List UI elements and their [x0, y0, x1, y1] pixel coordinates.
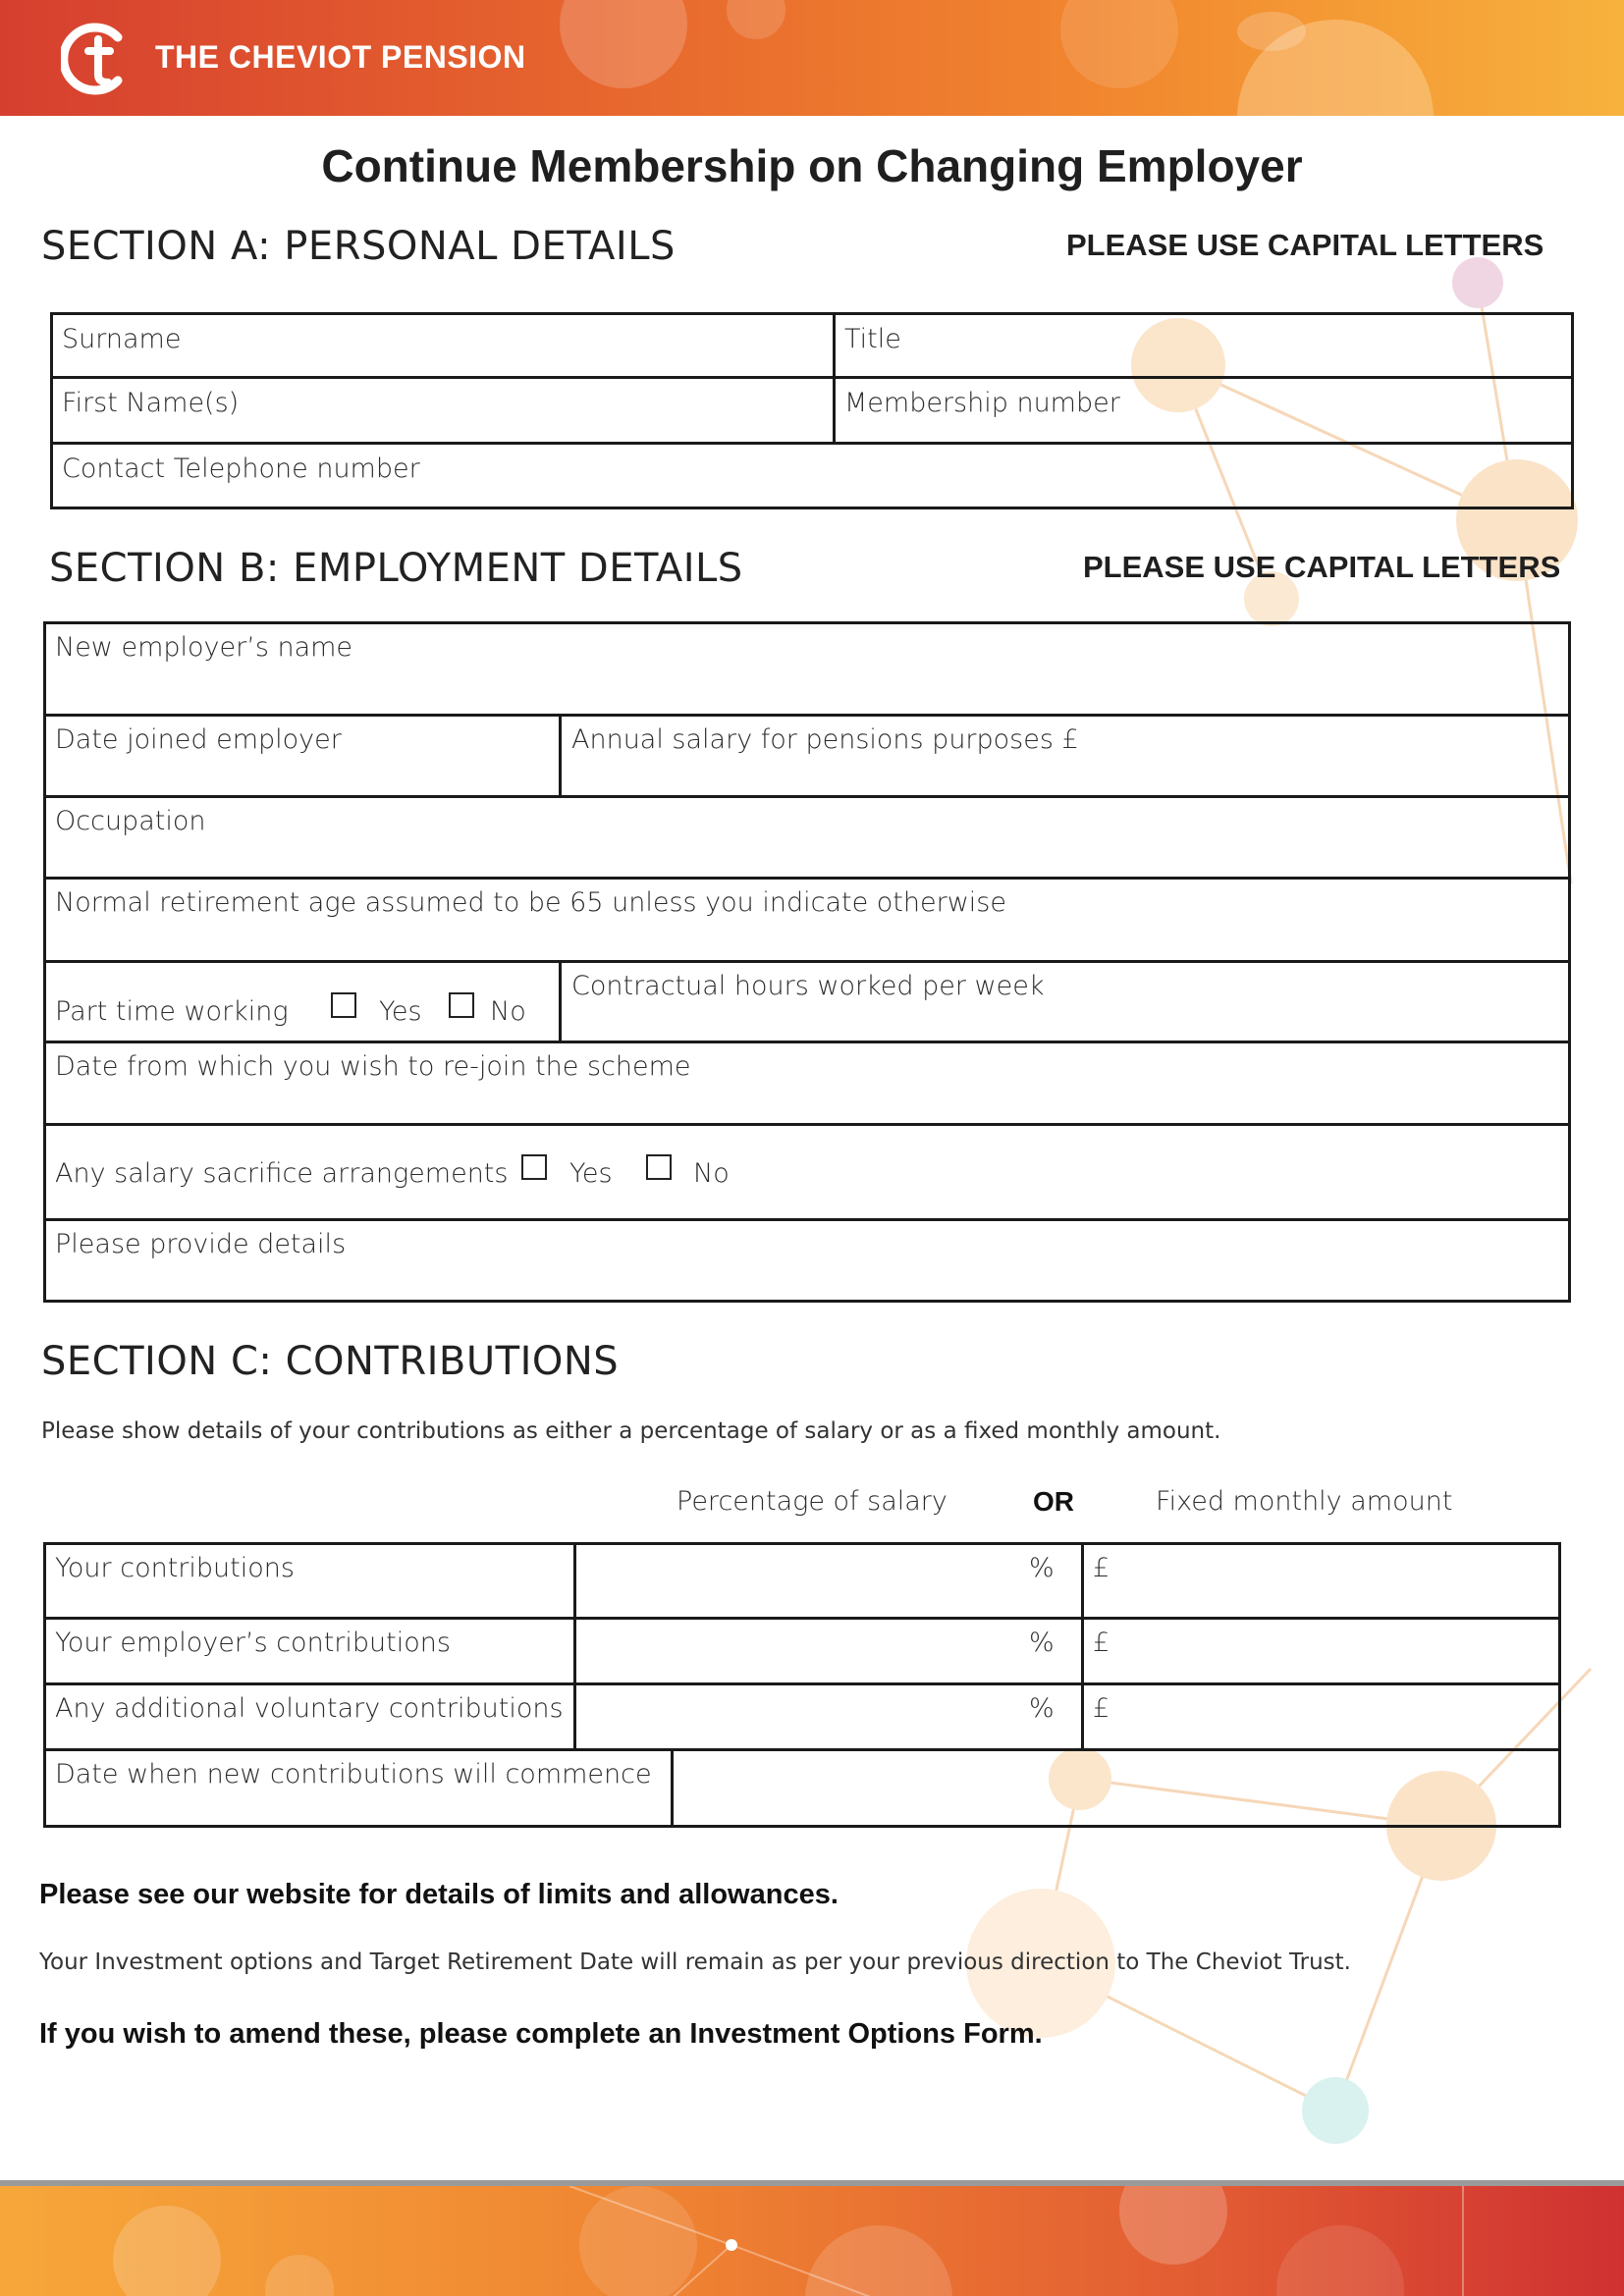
page-title: Continue Membership on Changing Employer: [321, 140, 1303, 191]
occupation-field[interactable]: [46, 798, 1568, 877]
occupation-label: Occupation: [55, 806, 206, 836]
amend-note: If you wish to amend these, please complete an Investment Options Form.: [39, 2018, 1043, 2050]
employer-contributions-amount-input[interactable]: [1084, 1620, 1558, 1682]
your-contributions-percentage-input[interactable]: [576, 1545, 1081, 1617]
details-label: Please provide details: [55, 1229, 347, 1259]
title-field[interactable]: [836, 315, 1571, 376]
part-time-no-checkbox[interactable]: [449, 992, 474, 1018]
salary-sacrifice-label: Any salary sacrifice arrangements: [55, 1158, 509, 1189]
part-time-yes-label: Yes: [379, 996, 422, 1027]
footer-banner: [0, 2180, 1624, 2296]
salary-sacrifice-no-label: No: [693, 1158, 730, 1189]
column-percentage-header: Percentage of salary: [677, 1486, 947, 1517]
section-a-caps-note: PLEASE USE CAPITAL LETTERS: [1066, 228, 1544, 262]
part-time-label: Part time working: [55, 996, 289, 1027]
salary-sacrifice-no-checkbox[interactable]: [646, 1154, 672, 1180]
salary-sacrifice-yes-checkbox[interactable]: [521, 1154, 547, 1180]
rejoin-date-label: Date from which you wish to re-join the scheme: [55, 1051, 691, 1082]
first-names-label: First Name(s): [62, 388, 240, 418]
telephone-label: Contact Telephone number: [62, 454, 420, 484]
percent-sign: %: [1029, 1553, 1055, 1583]
contractual-hours-label: Contractual hours worked per week: [571, 971, 1045, 1001]
annual-salary-label: Annual salary for pensions purposes £: [571, 724, 1079, 755]
part-time-no-label: No: [490, 996, 526, 1027]
avc-percentage-input[interactable]: [576, 1685, 1081, 1748]
section-b-caps-note: PLEASE USE CAPITAL LETTERS: [1083, 550, 1561, 584]
contributions-intro: Please show details of your contributions as either a percentage of salary or as a fixed monthly amount.: [41, 1418, 1221, 1444]
percent-sign: %: [1029, 1628, 1055, 1658]
pound-sign: £: [1093, 1628, 1110, 1658]
column-or-header: OR: [1033, 1486, 1074, 1517]
limits-note: Please see our website for details of limits and allowances.: [39, 1879, 839, 1910]
date-joined-label: Date joined employer: [55, 724, 342, 755]
section-c-heading: SECTION C: CONTRIBUTIONS: [41, 1339, 620, 1384]
employer-contributions-label: Your employer’s contributions: [55, 1628, 451, 1658]
employer-name-label: New employer’s name: [55, 632, 353, 663]
commence-date-label: Date when new contributions will commence: [55, 1759, 652, 1789]
avc-label: Any additional voluntary contributions: [55, 1693, 564, 1724]
your-contributions-label: Your contributions: [55, 1553, 295, 1583]
retirement-age-label: Normal retirement age assumed to be 65 unless you indicate otherwise: [55, 887, 1006, 918]
avc-amount-input[interactable]: [1084, 1685, 1558, 1748]
investment-note: Your Investment options and Target Retirement Date will remain as per your previous direction to The Cheviot Trust.: [39, 1949, 1351, 1975]
salary-sacrifice-yes-label: Yes: [569, 1158, 613, 1189]
section-b-heading: SECTION B: EMPLOYMENT DETAILS: [49, 546, 743, 591]
employer-contributions-percentage-input[interactable]: [576, 1620, 1081, 1682]
header-banner: [0, 0, 1624, 116]
pound-sign: £: [1093, 1553, 1110, 1583]
brand-name: THE CHEVIOT PENSION: [155, 39, 526, 75]
section-a-heading: SECTION A: PERSONAL DETAILS: [41, 224, 676, 269]
your-contributions-amount-input[interactable]: [1084, 1545, 1558, 1617]
part-time-yes-checkbox[interactable]: [331, 992, 356, 1018]
pound-sign: £: [1093, 1693, 1110, 1724]
title-label: Title: [844, 324, 901, 354]
cheviot-logo-icon: [61, 20, 135, 98]
surname-label: Surname: [62, 324, 182, 354]
column-fixed-header: Fixed monthly amount: [1156, 1486, 1453, 1517]
percent-sign: %: [1029, 1693, 1055, 1724]
commence-date-input[interactable]: [674, 1751, 1558, 1825]
membership-number-label: Membership number: [844, 388, 1120, 418]
